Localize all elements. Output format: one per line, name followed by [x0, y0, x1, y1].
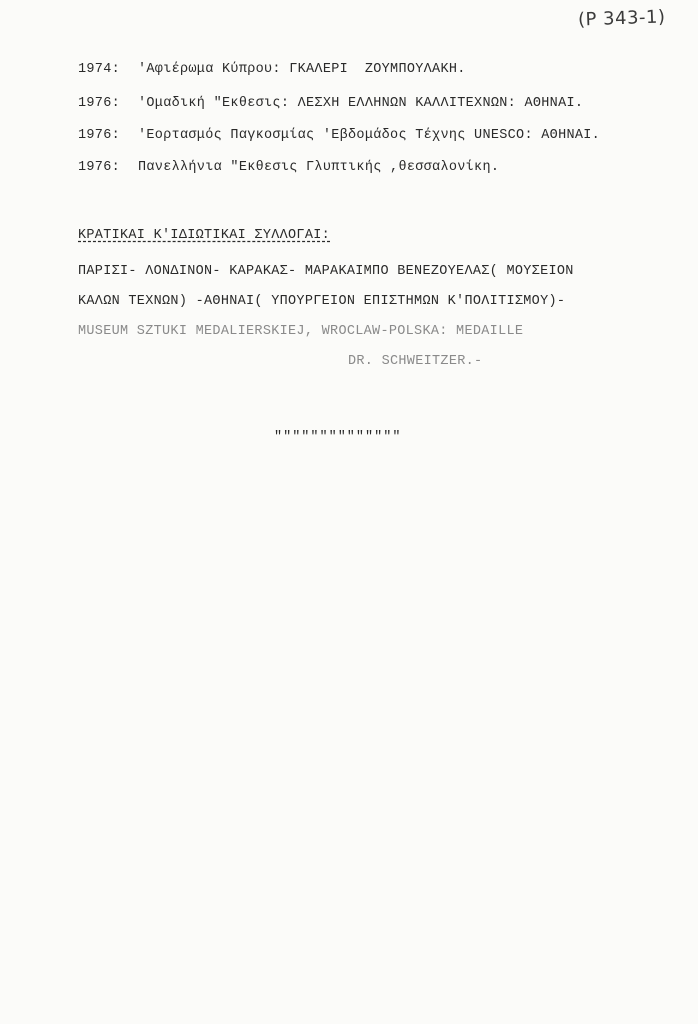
collections-line: DR. SCHWEITZER.-: [348, 354, 483, 369]
collections-heading: ΚΡΑΤΙΚΑΙ Κ'ΙΔΙΩΤΙΚΑΙ ΣΥΛΛΟΓΑΙ:: [78, 228, 331, 243]
entry-text: 'Εορτασμός Παγκοσμίας 'Εβδομάδος Τέχνης UNESCO: ΑΘΗΝΑΙ.: [138, 128, 601, 143]
handwritten-reference-note: (P 343-1): [577, 6, 666, 31]
end-marks: """""""""""""": [274, 430, 402, 445]
exhibition-entry: [78, 128, 600, 144]
entry-year: 1976:: [78, 128, 121, 143]
exhibition-entry: [78, 62, 466, 78]
exhibition-entry: [78, 160, 499, 176]
collections-line: ΠΑΡΙΣΙ- ΛΟΝΔΙΝΟΝ- ΚΑΡΑΚΑΣ- ΜΑΡΑΚΑΙΜΠΟ ΒΕΝΕΖΟΥΕΛΑΣ( ΜΟΥΣΕΙΟΝ: [78, 264, 574, 279]
entry-text: 'Ομαδική "Εκθεσις: ΛΕΣΧΗ ΕΛΛΗΝΩΝ ΚΑΛΛΙΤΕΧΝΩΝ: ΑΘΗΝΑΙ.: [138, 96, 584, 111]
entry-year: 1974:: [78, 62, 121, 77]
collections-line: ΚΑΛΩΝ ΤΕΧΝΩΝ) -ΑΘΗΝΑΙ( ΥΠΟΥΡΓΕΙΟΝ ΕΠΙΣΤΗΜΩΝ Κ'ΠΟΛΙΤΙΣΜΟΥ)-: [78, 294, 566, 309]
entry-text: 'Αφιέρωμα Κύπρου: ΓΚΑΛΕΡΙ ΖΟΥΜΠΟΥΛΑΚΗ.: [138, 62, 466, 77]
entry-year: 1976:: [78, 96, 121, 111]
collections-line: MUSEUM SZTUKI MEDALIERSKIEJ, WROCLAW-POLSKA: MEDAILLE: [78, 324, 524, 339]
entry-text: Πανελλήνια "Εκθεσις Γλυπτικής ,θεσσαλονίκη.: [138, 160, 500, 175]
entry-year: 1976:: [78, 160, 121, 175]
exhibition-entry: [78, 96, 583, 112]
